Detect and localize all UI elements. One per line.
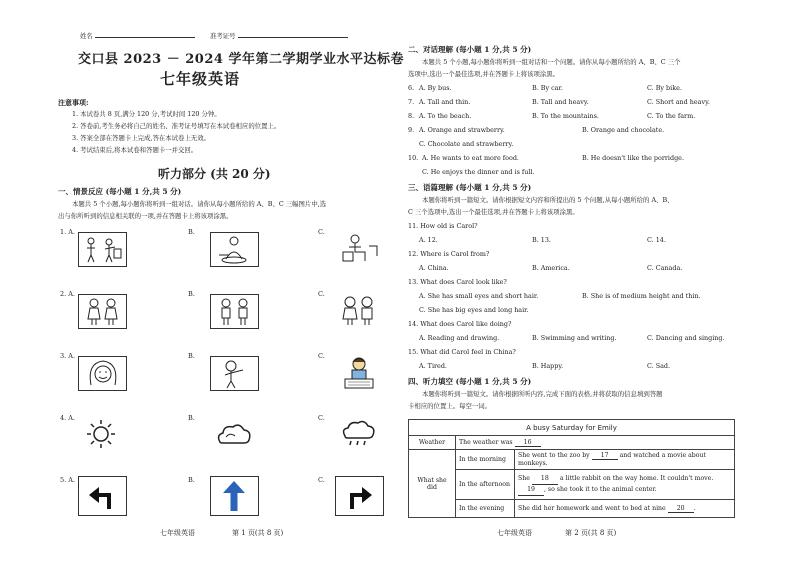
option-label: 4. A. [60, 414, 76, 422]
answer-blank-19[interactable]: 19 [518, 485, 544, 496]
option-b[interactable]: B. By car. [532, 84, 563, 92]
smiling-girl-icon[interactable] [78, 356, 127, 391]
option-c[interactable]: C. She has big eyes and long hair. [419, 306, 529, 314]
question-number: 6. [408, 84, 415, 92]
footer-page-number: 第 2 页(共 8 页) [565, 529, 617, 537]
rainy-icon[interactable] [335, 418, 382, 451]
sitting-reading-icon[interactable] [335, 232, 382, 265]
name-field[interactable] [80, 32, 195, 40]
option-c[interactable]: C. By bike. [647, 84, 682, 92]
option-a[interactable]: A. Orange and strawberry. [419, 126, 505, 134]
option-a[interactable]: A. To the beach. [419, 112, 472, 120]
exam-no-input-line[interactable] [238, 37, 348, 38]
fill-in-table [408, 419, 735, 518]
option-c[interactable]: C. 14. [647, 236, 666, 244]
question-number: 7. [408, 98, 415, 106]
note-item: 2. 答卷前,考生务必将自己的姓名、准考证号填写在本试卷相应的位置上。 [72, 122, 281, 130]
subject-title: 七年级英语 [160, 70, 241, 88]
evening-cell [515, 500, 735, 518]
option-c[interactable]: C. Chocolate and strawberry. [419, 140, 514, 148]
section3-intro: 本题你将听到一篇短文。请你根据短文内容和所提出的 5 个问题,从每小题所给的 A、B、 [422, 196, 674, 204]
note-item: 1. 本试卷共 8 页,满分 120 分,考试时间 120 分钟。 [72, 110, 221, 118]
option-label: 1. A. [60, 228, 76, 236]
what-she-did-label: What she did [409, 450, 456, 518]
exam-title: 交口县 2023 － 2024 学年第二学期学业水平达标卷 [78, 52, 404, 67]
afternoon-label: In the afternoon [456, 470, 515, 500]
question-number: 9. [408, 126, 415, 134]
option-label: 2. A. [60, 290, 76, 298]
option-b[interactable]: B. He doesn't like the porridge. [582, 154, 684, 162]
option-label: B. [188, 414, 195, 422]
table-title: A busy Saturday for Emily [409, 420, 735, 436]
morning-text: She went to the zoo by [518, 452, 590, 459]
option-a[interactable]: A. She has small eyes and short hair. [419, 292, 539, 300]
two-boys-icon[interactable] [210, 294, 259, 329]
option-b[interactable]: B. She is of medium height and thin. [582, 292, 701, 300]
option-a[interactable]: A. Reading and drawing. [419, 334, 500, 342]
option-c[interactable]: C. Short and heavy. [647, 98, 710, 106]
option-c[interactable]: C. To the farm. [647, 112, 696, 120]
right-page [397, 0, 794, 561]
option-c[interactable]: C. He enjoys the dinner and is full. [422, 168, 535, 176]
shopping-people-icon[interactable] [78, 232, 127, 267]
cooking-person-icon[interactable] [210, 232, 259, 267]
section4-intro: 本题你将听到一篇短文。请你根据所听内容,完成下面的表格,并将获取的信息填到答题 [422, 390, 663, 398]
section3-intro: C 三个选项中,选出一个最佳选项,并在答题卡上将该项涂黑。 [408, 208, 579, 216]
section1-intro: 本题共 5 个小题,每小题你将听到一组对话。请你从每小题所给的 A、B、C 三幅图片中,选 [72, 200, 327, 208]
option-a[interactable]: A. He wants to eat more food. [422, 154, 519, 162]
weather-text: The weather was [459, 438, 513, 446]
morning-cell [515, 450, 735, 470]
name-label: 姓名 [80, 32, 93, 40]
two-girls-icon[interactable] [78, 294, 127, 329]
afternoon-text: , so she took it to the animal center. [544, 485, 657, 493]
sun-icon[interactable] [78, 418, 125, 451]
afternoon-text: a little rabbit on the way home. It couldn't move. [559, 474, 714, 482]
note-item: 3. 答案全部在答题卡上完成,答在本试卷上无效。 [72, 134, 210, 142]
exam-no-label: 准考证号 [210, 32, 236, 40]
morning-label: In the morning [456, 450, 515, 470]
turn-right-arrow-icon[interactable] [335, 476, 384, 516]
weather-cell [456, 436, 735, 450]
option-b[interactable]: B. To the mountains. [532, 112, 599, 120]
answer-blank-20[interactable]: 20 [668, 505, 694, 513]
section2-heading: 二、对话理解 (每小题 1 分,共 5 分) [408, 45, 532, 54]
option-b[interactable]: B. Tall and heavy. [532, 98, 589, 106]
option-b[interactable]: B. Orange and chocolate. [582, 126, 665, 134]
morning-text: and watched a movie about monkeys. [518, 452, 706, 467]
option-label: B. [188, 352, 195, 360]
answer-blank-17[interactable]: 17 [592, 452, 618, 460]
section4-heading: 四、听力填空 (每小题 1 分,共 5 分) [408, 377, 532, 386]
option-label: 5. A. [60, 476, 76, 484]
section2-intro: 选项中,选出一个最佳选项,并在答题卡上将该项涂黑。 [408, 70, 560, 78]
section1-heading: 一、情景反应 (每小题 1 分,共 5 分) [58, 187, 182, 196]
option-label: B. [188, 290, 195, 298]
option-a[interactable]: A. Tall and thin. [419, 98, 471, 106]
two-kids-icon[interactable] [335, 294, 382, 327]
question-number: 10. [408, 154, 419, 162]
option-label: B. [188, 228, 195, 236]
option-a[interactable]: A. By bus. [419, 84, 452, 92]
section1-intro: 出与你所听到的信息相关联的一项,并在答题卡上将该项涂黑。 [58, 212, 233, 220]
option-b[interactable]: B. Happy. [532, 362, 564, 370]
question-text: 13. What does Carol look like? [408, 278, 507, 286]
option-label: C. [318, 352, 325, 360]
turn-left-arrow-icon[interactable] [78, 476, 127, 516]
name-input-line[interactable] [95, 37, 195, 38]
footer-page-number: 第 1 页(共 8 页) [232, 529, 284, 537]
cloudy-icon[interactable] [210, 418, 257, 451]
option-a[interactable]: A. Tired. [419, 362, 447, 370]
option-b[interactable]: B. 13. [532, 236, 551, 244]
girl-drawing-icon[interactable] [335, 356, 382, 389]
note-item: 4. 考试结束后,将本试卷和答题卡一并交回。 [72, 146, 198, 154]
option-label: C. [318, 228, 325, 236]
section3-heading: 三、语篇理解 (每小题 1 分,共 5 分) [408, 183, 532, 192]
listening-title: 听力部分 (共 20 分) [158, 167, 271, 181]
afternoon-cell [515, 470, 735, 500]
option-c[interactable]: C. Canada. [647, 264, 683, 272]
option-a[interactable]: A. China. [419, 264, 449, 272]
evening-text: She did her homework and went to bed at nine [518, 504, 666, 512]
option-b[interactable]: B. America. [532, 264, 570, 272]
answer-blank-18[interactable]: 18 [532, 474, 558, 485]
weather-label: Weather [409, 436, 456, 450]
option-b[interactable]: B. Swimming and writing. [532, 334, 617, 342]
exam-no-field[interactable] [210, 32, 348, 40]
answer-blank-16[interactable]: 16 [515, 439, 541, 447]
afternoon-text: She [518, 474, 530, 482]
option-c[interactable]: C. Sad. [647, 362, 671, 370]
question-text: 14. What does Carol like doing? [408, 320, 512, 328]
option-a[interactable]: A. 12. [419, 236, 438, 244]
option-label: C. [318, 414, 325, 422]
notes-heading: 注意事项: [58, 98, 89, 107]
question-text: 11. How old is Carol? [408, 222, 478, 230]
straight-arrow-icon[interactable] [210, 476, 259, 516]
evening-text: . [693, 504, 696, 512]
option-label: C. [318, 476, 325, 484]
option-c[interactable]: C. Dancing and singing. [647, 334, 725, 342]
option-label: C. [318, 290, 325, 298]
footer-subject: 七年级英语 [497, 529, 532, 537]
question-number: 8. [408, 112, 415, 120]
section2-intro: 本题共 5 个小题,每小题你将听到一组对话和一个问题。请你从每小题所给的 A、B、C 三个 [422, 58, 681, 66]
question-text: 12. Where is Carol from? [408, 250, 490, 258]
boy-pointing-icon[interactable] [210, 356, 259, 391]
option-label: B. [188, 476, 195, 484]
footer-subject: 七年级英语 [160, 529, 195, 537]
option-label: 3. A. [60, 352, 76, 360]
section4-intro: 卡相应的位置上。每空一词。 [408, 402, 492, 410]
evening-label: In the evening [456, 500, 515, 518]
question-text: 15. What did Carol feel in China? [408, 348, 516, 356]
